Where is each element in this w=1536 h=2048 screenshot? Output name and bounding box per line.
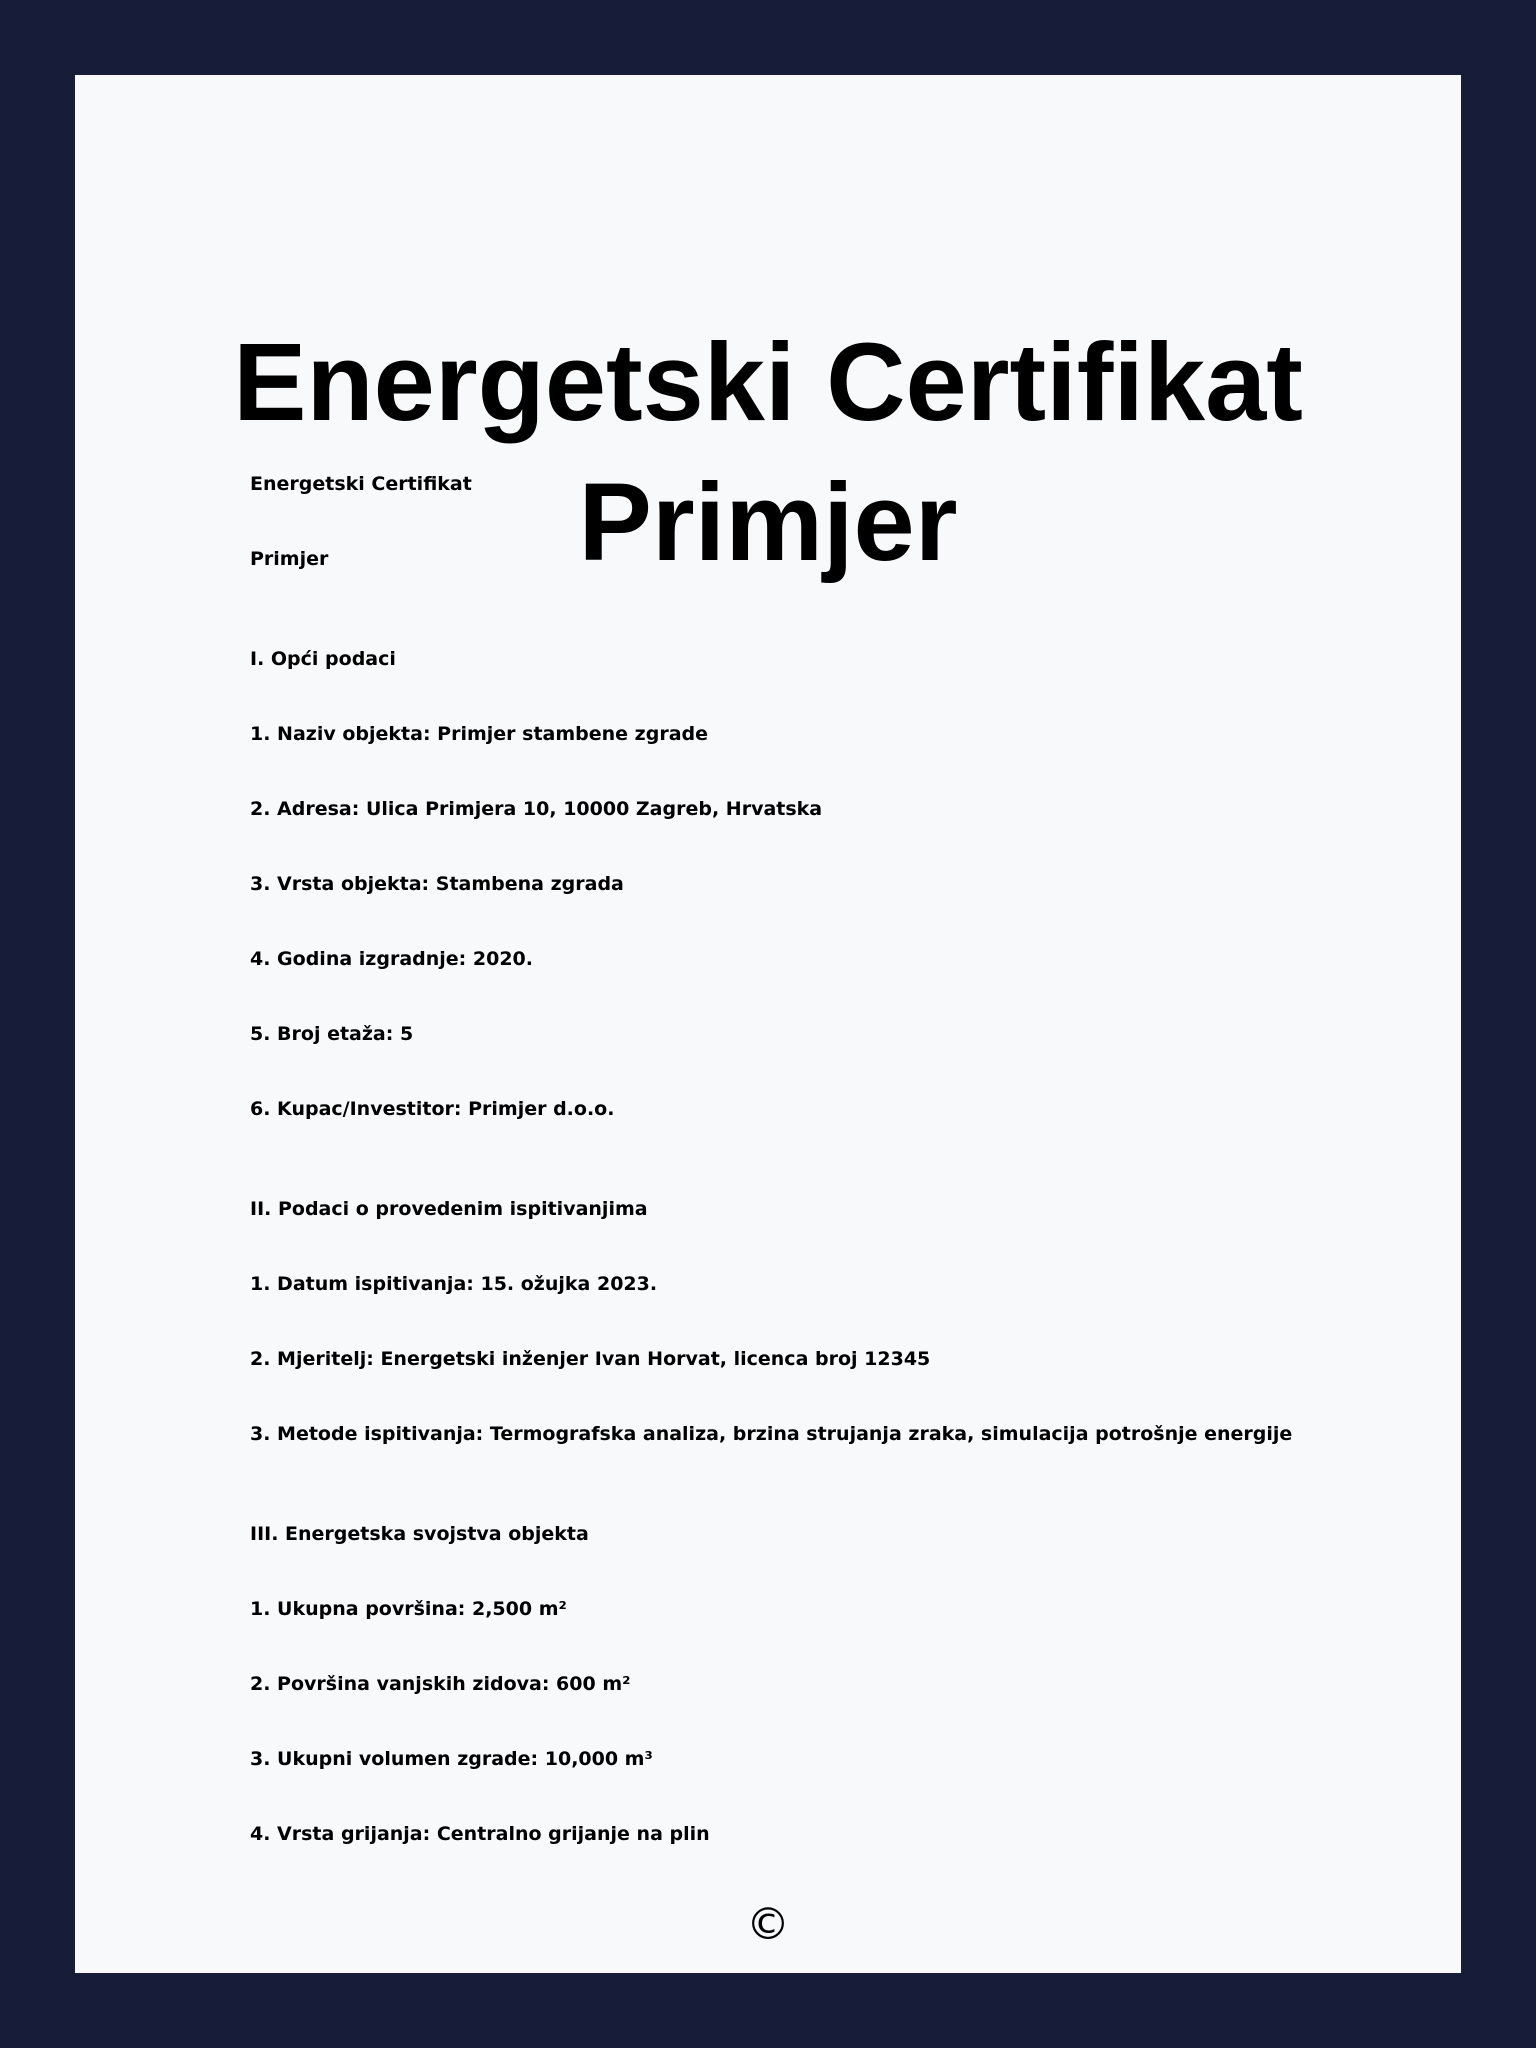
section-general-data [250,622,1390,1147]
copyright-icon: © [746,1899,790,1950]
list-item: 2. Adresa: Ulica Primjera 10, 10000 Zagreb, Hrvatska [250,798,823,820]
section-energy-properties [250,1497,1390,1872]
section-divider [250,1472,1390,1497]
section-testing-data [250,1172,1390,1472]
section-heading: III. Energetska svojstva objekta [250,1523,589,1545]
list-item: 3. Metode ispitivanja: Termografska analiza, brzina strujanja zraka, simulacija potrošnje energije [250,1423,1293,1445]
list-item: 2. Površina vanjskih zidova: 600 m² [250,1673,631,1695]
list-item: 5. Broj etaža: 5 [250,1023,414,1045]
section-heading: I. Opći podaci [250,648,396,670]
certificate-page [75,75,1461,1973]
list-item: 3. Ukupni volumen zgrade: 10,000 m³ [250,1748,653,1770]
page-title: Energetski Certifikat Primjer [233,321,1303,584]
section-heading: II. Podaci o provedenim ispitivanjima [250,1198,648,1220]
list-item: 1. Ukupna površina: 2,500 m² [250,1598,567,1620]
list-item: 3. Vrsta objekta: Stambena zgrada [250,873,624,895]
list-item: 1. Datum ispitivanja: 15. ožujka 2023. [250,1273,658,1295]
certificate-content [250,447,1390,1872]
list-item: 4. Godina izgradnje: 2020. [250,948,533,970]
section-divider [250,1147,1390,1172]
heading-line-2: Primjer [250,548,329,570]
list-item: 4. Vrsta grijanja: Centralno grijanje na plin [250,1823,710,1845]
list-item: 6. Kupac/Investitor: Primjer d.o.o. [250,1098,615,1120]
heading-line-1: Energetski Certifikat [250,473,472,495]
list-item: 1. Naziv objekta: Primjer stambene zgrade [250,723,709,745]
list-item: 2. Mjeritelj: Energetski inženjer Ivan Horvat, licenca broj 12345 [250,1348,931,1370]
section-divider [250,597,1390,622]
